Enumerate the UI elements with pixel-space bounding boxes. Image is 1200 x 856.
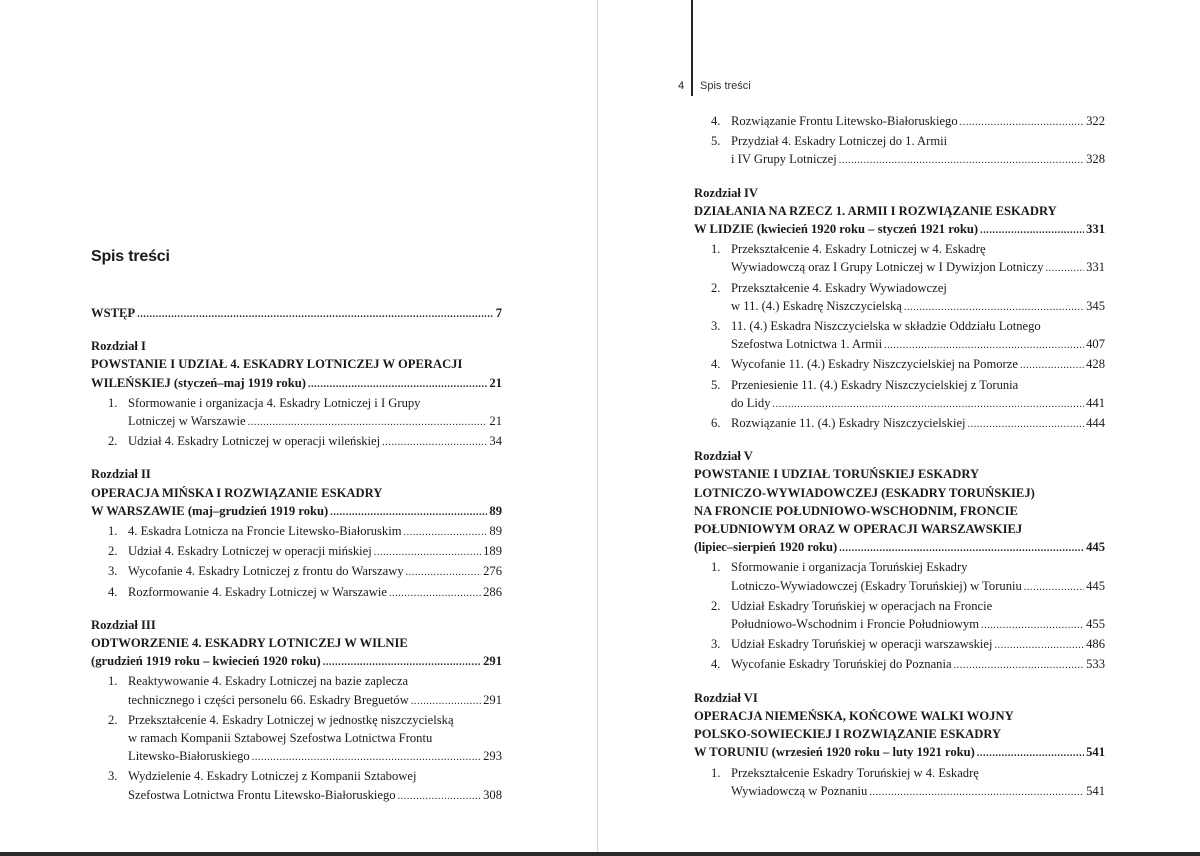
subentry-last-line[interactable]: [731, 258, 1105, 278]
dot-leader: [374, 544, 481, 562]
toc-subentry[interactable]: [108, 767, 502, 805]
chapter-title-entry[interactable]: [694, 743, 1105, 763]
entry-page: 89: [489, 524, 502, 539]
left-chapters: [91, 337, 502, 806]
entry-title: W WARSZAWIE (maj–grudzień 1919 roku): [91, 503, 329, 518]
subentry-number: 2.: [711, 280, 721, 295]
chapter-title-line: POLSKO-SOWIECKIEJ I ROZWIĄZANIE ESKADRY: [694, 727, 1002, 742]
subentry-last-line[interactable]: [128, 412, 502, 432]
subentry-number: 1.: [108, 524, 118, 539]
toc-subentry[interactable]: [108, 711, 502, 768]
subentry-body: [731, 355, 1105, 375]
toc-subentry[interactable]: [711, 558, 1105, 596]
toc-subentry[interactable]: [711, 655, 1105, 675]
subentry-body: [731, 112, 1105, 132]
entry-title: Rozwiązanie 11. (4.) Eskadry Niszczycielskiej: [731, 416, 966, 431]
chapter-label: Rozdział I: [91, 339, 146, 354]
subentry-body: [731, 132, 1105, 170]
bottom-edge: [0, 852, 1200, 856]
toc-chapter: [91, 465, 502, 602]
toc-subentry[interactable]: [711, 764, 1105, 802]
entry-title: Litewsko-Białoruskiego: [128, 749, 250, 764]
subentry-last-line[interactable]: [731, 635, 1105, 655]
subentry-number: 6.: [711, 416, 721, 431]
entry-title: Lotniczo-Wywiadowczej (Eskadry Toruńskiej) w Toruniu: [731, 578, 1022, 593]
subentry-body: [128, 432, 502, 452]
subentry-body: [731, 414, 1105, 434]
subentry-line: Przekształcenie 4. Eskadry Lotniczej w 4. Eskadrę: [731, 242, 986, 257]
dot-leader: [839, 540, 1084, 558]
dot-leader: [995, 637, 1085, 655]
entry-page: 441: [1086, 395, 1105, 410]
entry-page: 291: [483, 692, 502, 707]
entry-title: technicznego i części personelu 66. Eskadry Breguetów: [128, 692, 409, 707]
toc-chapter: [694, 184, 1105, 435]
subentry-body: [128, 522, 502, 542]
subentry-line: 11. (4.) Eskadra Niszczycielska w składzie Oddziału Lotnego: [731, 319, 1041, 334]
subentry-last-line[interactable]: [731, 394, 1105, 414]
entry-page: 21: [489, 414, 502, 429]
entry-page: 308: [483, 787, 502, 802]
entry-page: 7: [495, 306, 502, 320]
subentry-number: 1.: [711, 560, 721, 575]
chapter-title-entry[interactable]: [91, 374, 502, 394]
subentry-number: 4.: [108, 584, 118, 599]
toc-subentry[interactable]: [711, 112, 1105, 132]
subentry-last-line[interactable]: [731, 150, 1105, 170]
subentry-number: 3.: [108, 769, 118, 784]
entry-page: 541: [1086, 783, 1105, 798]
subentry-last-line[interactable]: [128, 786, 502, 806]
toc-subentry[interactable]: [711, 132, 1105, 170]
subentry-number: 1.: [711, 765, 721, 780]
toc-subentry[interactable]: [711, 355, 1105, 375]
subentry-body: [731, 597, 1105, 635]
entry-page: 293: [483, 749, 502, 764]
dot-leader: [330, 504, 487, 522]
subentry-body: [128, 542, 502, 562]
subentry-body: [731, 764, 1105, 802]
toc-subentry[interactable]: [108, 522, 502, 542]
subentry-line: Reaktywowanie 4. Eskadry Lotniczej na bazie zaplecza: [128, 674, 409, 689]
toc-subentry[interactable]: [711, 376, 1105, 414]
dot-leader: [137, 306, 494, 324]
entry-page: 444: [1086, 416, 1105, 431]
subentry-last-line[interactable]: [128, 542, 502, 562]
entry-title: Rozformowanie 4. Eskadry Lotniczej w Warszawie: [128, 584, 387, 599]
subentry-body: [731, 279, 1105, 317]
entry-page: 486: [1086, 637, 1105, 652]
subentry-number: 3.: [711, 319, 721, 334]
header-rule: [691, 0, 693, 96]
subentry-number: 1.: [711, 242, 721, 257]
toc-chapter: [91, 616, 502, 806]
subentry-line: Przydział 4. Eskadry Lotniczej do 1. Armii: [731, 134, 948, 149]
entry-page: 345: [1086, 298, 1105, 313]
subentry-number: 4.: [711, 114, 721, 128]
dot-leader: [869, 784, 1084, 802]
toc-chapter: [694, 689, 1105, 802]
subentry-number: 5.: [711, 134, 721, 149]
dot-leader: [248, 414, 488, 432]
chapter-label: Rozdział II: [91, 467, 151, 482]
chapter-title-line: ODTWORZENIE 4. ESKADRY LOTNICZEJ W WILNIE: [91, 636, 408, 651]
dot-leader: [1024, 579, 1084, 597]
entry-title: Szefostwa Lotnictwa Frontu Litewsko-Białoruskiego: [128, 787, 396, 802]
entry-title: Wycofanie 11. (4.) Eskadry Niszczycielskiej na Pomorze: [731, 357, 1018, 372]
dot-leader: [1046, 260, 1085, 278]
subentry-body: [128, 711, 502, 768]
chapter-label: Rozdział VI: [694, 690, 758, 705]
chapter-label: Rozdział V: [694, 449, 753, 464]
entry-page: 428: [1086, 357, 1105, 372]
dot-leader: [252, 749, 481, 767]
subentry-number: 3.: [711, 637, 721, 652]
subentry-line: Wydzielenie 4. Eskadry Lotniczej z Kompanii Sztabowej: [128, 769, 417, 784]
subentry-body: [128, 767, 502, 805]
subentry-number: 2.: [711, 598, 721, 613]
subentry-body: [128, 562, 502, 582]
dot-leader: [954, 657, 1085, 675]
subentry-body: [731, 317, 1105, 355]
entry-page: 541: [1086, 745, 1105, 760]
toc-subentry[interactable]: [108, 394, 502, 432]
subentry-last-line[interactable]: [128, 691, 502, 711]
subentry-number: 2.: [108, 544, 118, 559]
dot-leader: [839, 152, 1084, 170]
subentry-line: Przekształcenie Eskadry Toruńskiej w 4. Eskadrę: [731, 765, 979, 780]
subentry-body: [128, 672, 502, 710]
subentry-line: Przekształcenie 4. Eskadry Lotniczej w jednostkę niszczycielską: [128, 712, 454, 727]
entry-page: 89: [489, 503, 502, 518]
running-head: Spis treści: [700, 80, 751, 92]
chapter-title-entry[interactable]: [694, 220, 1105, 240]
entry-page: 455: [1086, 617, 1105, 632]
subentry-body: [128, 394, 502, 432]
dot-leader: [382, 434, 487, 452]
subentry-line: Przeniesienie 11. (4.) Eskadry Niszczycielskiej z Torunia: [731, 377, 1019, 392]
entry-page: 445: [1086, 540, 1105, 555]
subentry-number: 4.: [711, 357, 721, 372]
toc-subentry[interactable]: [711, 279, 1105, 317]
toc-subentry[interactable]: [711, 414, 1105, 434]
subentry-body: [731, 558, 1105, 596]
entry-page: 331: [1086, 222, 1105, 237]
dot-leader: [389, 585, 481, 603]
toc-subentry[interactable]: [711, 240, 1105, 278]
dot-leader: [398, 788, 482, 806]
subentry-number: 1.: [108, 395, 118, 410]
chapter-title-line: POŁUDNIOWYM ORAZ W OPERACJI WARSZAWSKIEJ: [694, 522, 1023, 537]
entry-title: W TORUNIU (wrzesień 1920 roku – luty 1921 roku): [694, 745, 975, 760]
entry-page: 331: [1086, 260, 1105, 275]
entry-title: Wycofanie Eskadry Toruńskiej do Poznania: [731, 657, 952, 672]
entry-title: w 11. (4.) Eskadrę Niszczycielską: [731, 298, 902, 313]
subentry-body: [731, 655, 1105, 675]
subentry-number: 2.: [108, 712, 118, 727]
chapter-title-line: POWSTANIE I UDZIAŁ 4. ESKADRY LOTNICZEJ W OPERACJI: [91, 357, 463, 372]
dot-leader: [904, 299, 1084, 317]
dot-leader: [308, 376, 487, 394]
dot-leader: [411, 693, 481, 711]
entry-title: (grudzień 1919 roku – kwiecień 1920 roku): [91, 654, 321, 669]
subentry-last-line[interactable]: [731, 335, 1105, 355]
toc-right-column: [694, 112, 1105, 802]
entry-title: Południowo-Wschodnim i Froncie Południowym: [731, 617, 980, 632]
chapter-title-line: POWSTANIE I UDZIAŁ TORUŃSKIEJ ESKADRY: [694, 467, 980, 482]
subentry-last-line[interactable]: [731, 112, 1105, 132]
subentry-last-line[interactable]: [128, 562, 502, 582]
entry-page: 322: [1086, 114, 1105, 128]
entry-title: Udział 4. Eskadry Lotniczej w operacji wileńskiej: [128, 434, 381, 449]
dot-leader: [960, 114, 1084, 132]
entry-title: Wywiadowczą w Poznaniu: [731, 783, 868, 798]
entry-title: Wycofanie 4. Eskadry Lotniczej z frontu do Warszawy: [128, 564, 404, 579]
chapter-label: Rozdział III: [91, 617, 156, 632]
entry-title: W LIDZIE (kwiecień 1920 roku – styczeń 1921 roku): [694, 222, 979, 237]
subentry-last-line[interactable]: [731, 297, 1105, 317]
subentry-number: 3.: [108, 564, 118, 579]
entry-title: WILEŃSKIEJ (styczeń–maj 1919 roku): [91, 375, 306, 390]
dot-leader: [1020, 357, 1084, 375]
entry-title: i IV Grupy Lotniczej: [731, 152, 837, 167]
entry-title: Rozwiązanie Frontu Litewsko-Białoruskiego: [731, 114, 958, 128]
subentry-body: [731, 240, 1105, 278]
dot-leader: [404, 524, 488, 542]
subentry-number: 1.: [108, 674, 118, 689]
entry-title: Wywiadowczą oraz I Grupy Lotniczej w I Dywizjon Lotniczy: [731, 260, 1044, 275]
entry-page: 291: [483, 654, 502, 669]
chapter-title-line: OPERACJA MIŃSKA I ROZWIĄZANIE ESKADRY: [91, 485, 383, 500]
subentry-line: Sformowanie i organizacja Toruńskiej Eskadry: [731, 560, 968, 575]
subentry-last-line[interactable]: [731, 355, 1105, 375]
toc-chapter: [694, 447, 1105, 675]
entry-page: 445: [1086, 578, 1105, 593]
chapter-title-line: LOTNICZO-WYWIADOWCZEJ (ESKADRY TORUŃSKIEJ): [694, 485, 1035, 500]
toc-subentry[interactable]: [711, 635, 1105, 655]
entry-title: Lotniczej w Warszawie: [128, 414, 246, 429]
chapter-title-entry[interactable]: [91, 652, 502, 672]
chapter-title-entry[interactable]: [694, 538, 1105, 558]
dot-leader: [981, 617, 1084, 635]
toc-title: Spis treści: [91, 248, 170, 265]
subentry-line: Przekształcenie 4. Eskadry Wywiadowczej: [731, 280, 947, 295]
entry-page: 189: [483, 544, 502, 559]
subentry-number: 5.: [711, 377, 721, 392]
subentry-last-line[interactable]: [731, 655, 1105, 675]
toc-subentry[interactable]: [108, 542, 502, 562]
subentry-last-line[interactable]: [128, 432, 502, 452]
entry-title: Udział Eskadry Toruńskiej w operacji warszawskiej: [731, 637, 993, 652]
dot-leader: [773, 396, 1085, 414]
subentry-last-line[interactable]: [128, 747, 502, 767]
subentry-last-line[interactable]: [731, 782, 1105, 802]
entry-title: (lipiec–sierpień 1920 roku): [694, 540, 838, 555]
right-chapters: [694, 184, 1105, 802]
dot-leader: [884, 337, 1084, 355]
subentry-number: 4.: [711, 657, 721, 672]
toc-subentry[interactable]: [711, 597, 1105, 635]
toc-subentry[interactable]: [108, 432, 502, 452]
entry-page: 286: [483, 584, 502, 599]
subentry-last-line[interactable]: [731, 577, 1105, 597]
chapter-title-line: DZIAŁANIA NA RZECZ 1. ARMII I ROZWIĄZANIE ESKADRY: [694, 203, 1057, 218]
dot-leader: [323, 654, 481, 672]
toc-left-column: [91, 304, 502, 806]
toc-chapter: [91, 337, 502, 452]
page-number: 4: [678, 80, 685, 92]
entry-page: 21: [489, 375, 502, 390]
subentry-last-line[interactable]: [128, 583, 502, 603]
dot-leader: [406, 564, 481, 582]
toc-subentry[interactable]: [711, 317, 1105, 355]
toc-subentry[interactable]: [108, 562, 502, 582]
entry-page: 407: [1086, 337, 1105, 352]
entry-title: 4. Eskadra Lotnicza na Froncie Litewsko-Białoruskim: [128, 524, 402, 539]
dot-leader: [968, 416, 1085, 434]
entry-title: Szefostwa Lotnictwa 1. Armii: [731, 337, 883, 352]
chapter-title-entry[interactable]: [91, 502, 502, 522]
entry-page: 533: [1086, 657, 1105, 672]
entry-title: do Lidy: [731, 395, 771, 410]
entry-page: 276: [483, 564, 502, 579]
entry-title: WSTĘP: [91, 306, 136, 320]
entry-page: 328: [1086, 152, 1105, 167]
toc-subentry[interactable]: [108, 583, 502, 603]
subentry-last-line[interactable]: [731, 414, 1105, 434]
subentry-body: [128, 583, 502, 603]
chapter-title-line: NA FRONCIE POŁUDNIOWO-WSCHODNIM, FRONCIE: [694, 503, 1018, 518]
subentry-last-line[interactable]: [731, 615, 1105, 635]
chapter-title-line: OPERACJA NIEMEŃSKA, KOŃCOWE WALKI WOJNY: [694, 708, 1014, 723]
continued-subentries: [694, 112, 1105, 171]
toc-subentry[interactable]: [108, 672, 502, 710]
subentry-last-line[interactable]: [128, 522, 502, 542]
entry-title: Udział 4. Eskadry Lotniczej w operacji mińskiej: [128, 544, 372, 559]
dot-leader: [980, 222, 1084, 240]
chapter-label: Rozdział IV: [694, 185, 759, 200]
page-gutter: [597, 0, 598, 856]
subentry-body: [731, 635, 1105, 655]
subentry-line: w ramach Kompanii Sztabowej Szefostwa Lotnictwa Frontu: [128, 731, 433, 746]
subentry-line: Udział Eskadry Toruńskiej w operacjach na Froncie: [731, 598, 993, 613]
subentry-body: [731, 376, 1105, 414]
dot-leader: [977, 745, 1084, 763]
toc-entry-wstep[interactable]: [91, 304, 502, 324]
subentry-line: Sformowanie i organizacja 4. Eskadry Lotniczej i I Grupy: [128, 395, 421, 410]
subentry-number: 2.: [108, 434, 118, 449]
entry-page: 34: [489, 434, 502, 449]
